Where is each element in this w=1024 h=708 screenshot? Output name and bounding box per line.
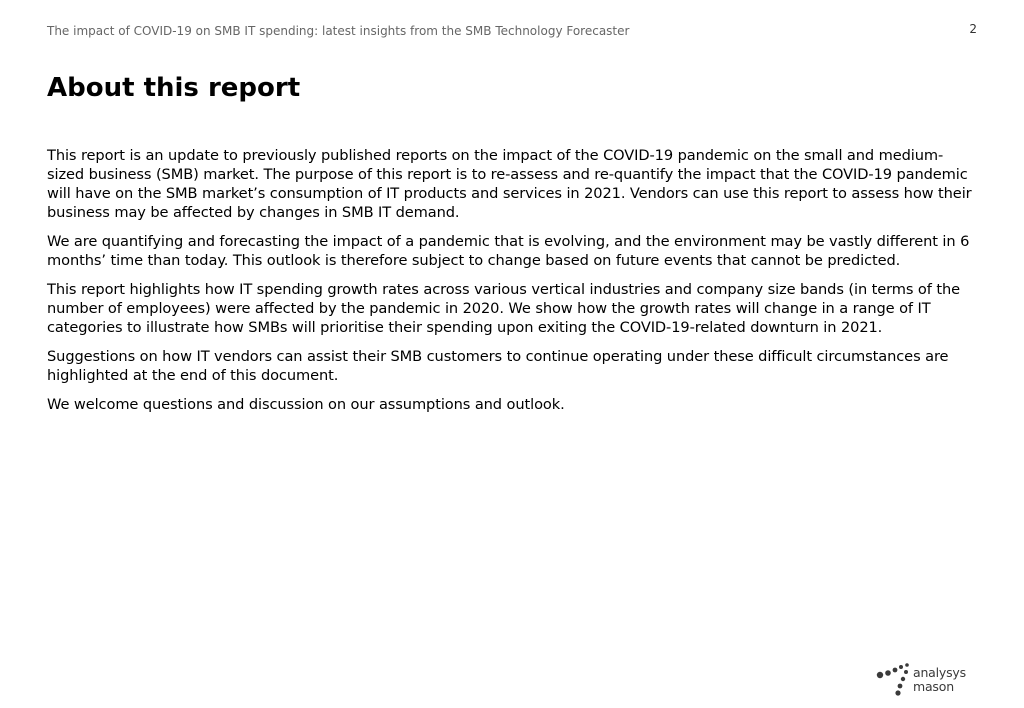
running-header: The impact of COVID-19 on SMB IT spending: latest insights from the SMB Technology Forecaster	[47, 24, 630, 38]
paragraph: Suggestions on how IT vendors can assist their SMB customers to continue operating under these difficult circumstances are highlighted at the end of this document.	[47, 348, 949, 384]
report-body	[47, 146, 975, 424]
logo-line-2: mason	[913, 678, 954, 694]
paragraph: This report highlights how IT spending growth rates across various vertical industries and company size bands (in terms of the number of employees) were affected by the pandemic in 2020. We show how the growth rates will change in a range of IT categories to illustrate how SMBs will prioritise their spending upon exiting the COVID-19-related downturn in 2021.	[47, 281, 960, 336]
paragraph: We are quantifying and forecasting the impact of a pandemic that is evolving, and the environment may be vastly different in 6 months’ time than today. This outlook is therefore subject to change based on future events that cannot be predicted.	[47, 233, 970, 269]
page-title: About this report	[47, 73, 301, 103]
logo-wordmark	[913, 666, 966, 693]
analysys-mason-dots-logo-icon	[876, 662, 912, 698]
paragraph: We welcome questions and discussion on our assumptions and outlook.	[47, 396, 565, 413]
analysys-mason-logo	[876, 662, 986, 698]
logo-line-1: analysys	[913, 665, 966, 680]
paragraph: This report is an update to previously published reports on the impact of the COVID-19 pandemic on the small and medium-sized business (SMB) market. The purpose of this report is to re-assess and re-quantify the impact that the COVID-19 pandemic will have on the SMB market’s consumption of IT products and services in 2021. Vendors can use this report to assess how their business may be affected by changes in SMB IT demand.	[47, 147, 972, 221]
page-number: 2	[969, 22, 977, 36]
